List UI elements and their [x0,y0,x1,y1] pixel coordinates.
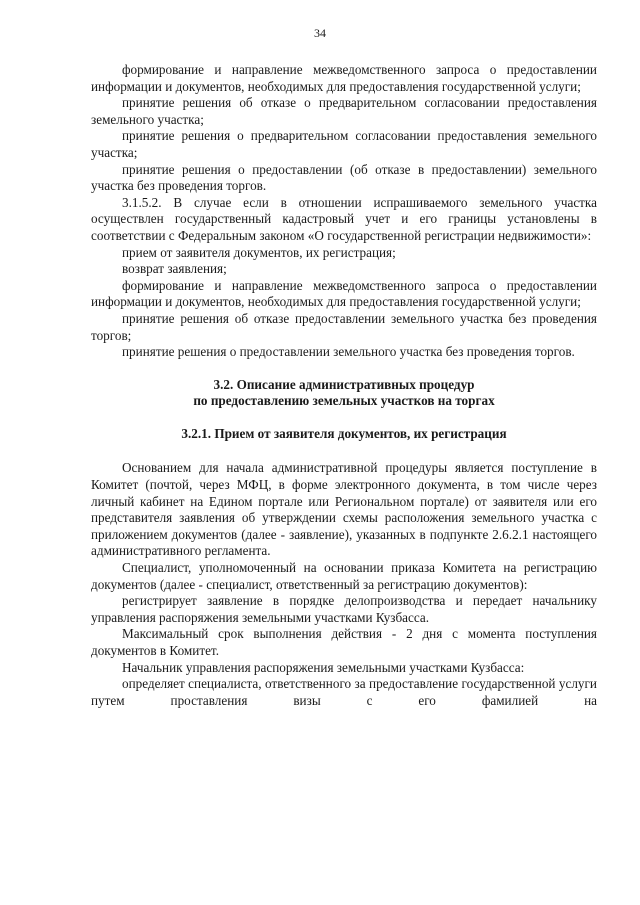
paragraph: принятие решения об отказе о предварительном согласовании предоставления земельного участка; [91,95,597,127]
page-number: 34 [314,26,326,40]
paragraph: определяет специалиста, ответственного за предоставление государственной услуги путем проставления визы с его фамилией на [91,676,597,708]
paragraph: 3.1.5.2. В случае если в отношении испрашиваемого земельного участка осуществлен государственный кадастровый учет и его границы установлены в соответствии с Федеральным законом «О государственной регистрации недвижимости»: [91,194,597,243]
paragraph: Специалист, уполномоченный на основании приказа Комитета на регистрацию документов (далее - специалист, ответственный за регистрацию документов): [91,560,597,592]
paragraph: формирование и направление межведомственного запроса о предоставлении информации и документов, необходимых для предоставления государственной услуги; [91,277,597,310]
paragraph: Начальник управления распоряжения земельными участками Кузбасса: [122,659,525,675]
paragraph: Основанием для начала административной процедуры является поступление в Комитет (почтой, через МФЦ, в форме электронного документа, в том числе через личный кабинет на Едином портале или Региональном портале) от заявителя или его представителя заявления об утверждении схемы расположения земельного участка с приложением документов (далее - заявление), указанных в подпункте 2.6.2.1 настоящего административного регламента. [91,460,597,559]
section-heading-line: 3.2. Описание административных процедур [213,376,475,392]
section-heading-line: по предоставлению земельных участков на торгах [193,393,495,409]
paragraph: принятие решения об отказе предоставлении земельного участка без проведения торгов; [91,310,597,343]
paragraph: Максимальный срок выполнения действия - 2 дня с момента поступления документов в Комитет. [91,626,597,658]
section-heading [91,377,597,410]
document-body [91,62,597,709]
paragraph: принятие решения о предоставлении (об отказе в предоставлении) земельного участка без проведения торгов. [91,161,597,194]
paragraph: принятие решения о предварительном согласовании предоставления земельного участка; [91,128,597,160]
paragraph: возврат заявления; [122,261,227,277]
paragraph: регистрирует заявление в порядке делопроизводства и передает начальнику управления распоряжения земельными участками Кузбасса. [91,593,597,625]
paragraph: формирование и направление межведомственного запроса о предоставлении информации и документов, необходимых для предоставления государственной услуги; [91,62,597,94]
subsection-heading: 3.2.1. Прием от заявителя документов, их регистрация [181,425,507,441]
paragraph: прием от заявителя документов, их регистрация; [122,244,396,260]
paragraph: принятие решения о предоставлении земельного участка без проведения торгов. [122,344,575,360]
